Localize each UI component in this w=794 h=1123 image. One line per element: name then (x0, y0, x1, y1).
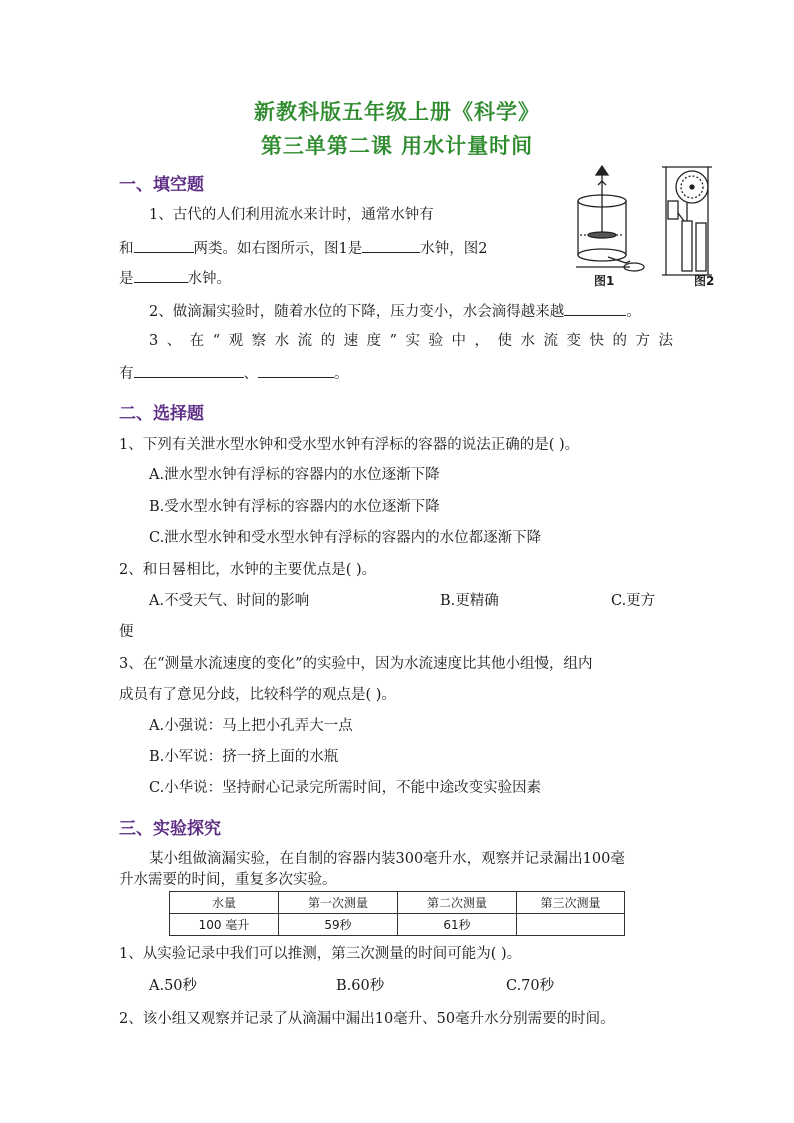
arrow-tip (596, 166, 608, 175)
table-cell[interactable] (517, 914, 625, 936)
choice-q3-option-b[interactable]: B.小军说：挤一挤上面的水瓶 (149, 749, 339, 765)
table-header-cell: 水量 (170, 892, 279, 914)
experiment-q1-option-a[interactable]: A.50秒 (149, 978, 198, 994)
blank-5[interactable] (134, 363, 244, 378)
blank-1[interactable] (134, 238, 194, 253)
fill-q3-text-have: 有 (119, 366, 134, 382)
choice-q2-option-a[interactable]: A.不受天气、时间的影响 (149, 593, 310, 609)
blank-4[interactable] (564, 301, 626, 316)
fill-q3-line1: 3、在“观察水流的速度”实验中，使水流变快的方法 (149, 333, 682, 349)
table-cell: 61秒 (398, 914, 517, 936)
experiment-table (169, 891, 625, 936)
choice-q2: 2、和日晷相比，水钟的主要优点是( )。 (119, 562, 377, 578)
choice-q1-option-a[interactable]: A.泄水型水钟有浮标的容器内的水位逐渐下降 (149, 467, 440, 483)
blank-2[interactable] (362, 238, 420, 253)
fill-q1-line3 (119, 268, 231, 289)
fill-q1-text-mid: 两类。如右图所示，图1是 (193, 241, 363, 257)
fill-q3-sep: 、 (243, 366, 258, 382)
experiment-q2: 2、该小组又观察并记录了从滴漏中漏出10毫升、50毫升水分别需要的时间。 (119, 1011, 615, 1027)
fill-q1-text-clock: 水钟。 (187, 271, 231, 287)
experiment-intro-line1: 某小组做滴漏实验，在自制的容器内装300毫升水，观察并记录漏出100毫 (149, 851, 625, 867)
table-header-cell: 第一次测量 (279, 892, 398, 914)
blank-6[interactable] (258, 363, 334, 378)
experiment-q1: 1、从实验记录中我们可以推测，第三次测量的时间可能为( )。 (119, 946, 522, 962)
title-line-1: 新教科版五年级上册《科学》 (254, 100, 540, 124)
fill-q1-text-end: 水钟，图2 (420, 241, 488, 257)
title-line-2: 第三单第二课 用水计量时间 (260, 134, 534, 158)
choice-q2-option-c-continued: 便 (119, 624, 134, 640)
choice-q3-line2: 成员有了意见分歧，比较科学的观点是( )。 (119, 687, 396, 703)
experiment-q1-option-c[interactable]: C.70秒 (506, 978, 555, 994)
choice-q1: 1、下列有关泄水型水钟和受水型水钟有浮标的容器的说法正确的是( )。 (119, 437, 580, 453)
choice-q2-option-b[interactable]: B.更精确 (440, 593, 499, 609)
table-cell: 59秒 (279, 914, 398, 936)
supply-tank (668, 201, 678, 219)
figure-1-outflow-clock (576, 166, 644, 271)
table-row (170, 914, 625, 936)
experiment-intro-line2: 升水需要的时间，重复多次实验。 (119, 872, 337, 888)
fill-q1-line2 (119, 238, 487, 259)
choice-q2-option-c[interactable]: C.更方 (611, 593, 656, 609)
figure-2-inflow-clock (662, 167, 712, 275)
float-column (682, 221, 692, 271)
fill-q1-line1: 1、古代的人们利用流水来计时，通常水钟有 (149, 207, 434, 223)
table-header-cell: 第三次测量 (517, 892, 625, 914)
section-fill-blank: 一、填空题 (119, 175, 204, 195)
experiment-q1-option-b[interactable]: B.60秒 (336, 978, 385, 994)
table-header-cell: 第二次测量 (398, 892, 517, 914)
section-experiment: 三、实验探究 (119, 819, 221, 839)
choice-q1-option-b[interactable]: B.受水型水钟有浮标的容器内的水位逐渐下降 (149, 499, 440, 515)
figure-2-caption: 图2 (694, 274, 715, 288)
fill-q3-line2 (119, 363, 349, 384)
fill-q2 (149, 301, 641, 322)
choice-q1-option-c[interactable]: C.泄水型水钟和受水型水钟有浮标的容器内的水位都逐渐下降 (149, 530, 542, 546)
figure-1-caption: 图1 (594, 274, 615, 288)
choice-q3-option-a[interactable]: A.小强说：马上把小孔弄大一点 (149, 718, 353, 734)
water-clock-figures (568, 163, 718, 287)
fill-q2-end: 。 (626, 304, 641, 320)
choice-q3-option-c[interactable]: C.小华说：坚持耐心记录完所需时间，不能中途改变实验因素 (149, 780, 542, 796)
table-header-row (170, 892, 625, 914)
fill-q2-text: 2、做滴漏实验时，随着水位的下降，压力变小，水会滴得越来越 (149, 304, 565, 320)
fill-q3-end: 。 (334, 366, 349, 382)
fill-q1-text-and: 和 (119, 241, 134, 257)
table-cell: 100 毫升 (170, 914, 279, 936)
float-disc (588, 232, 616, 238)
blank-3[interactable] (134, 268, 188, 283)
fill-q1-text-is: 是 (119, 271, 134, 287)
section-multiple-choice: 二、选择题 (119, 404, 204, 424)
choice-q3-line1: 3、在“测量水流速度的变化”的实验中，因为水流速度比其他小组慢，组内 (119, 656, 593, 672)
